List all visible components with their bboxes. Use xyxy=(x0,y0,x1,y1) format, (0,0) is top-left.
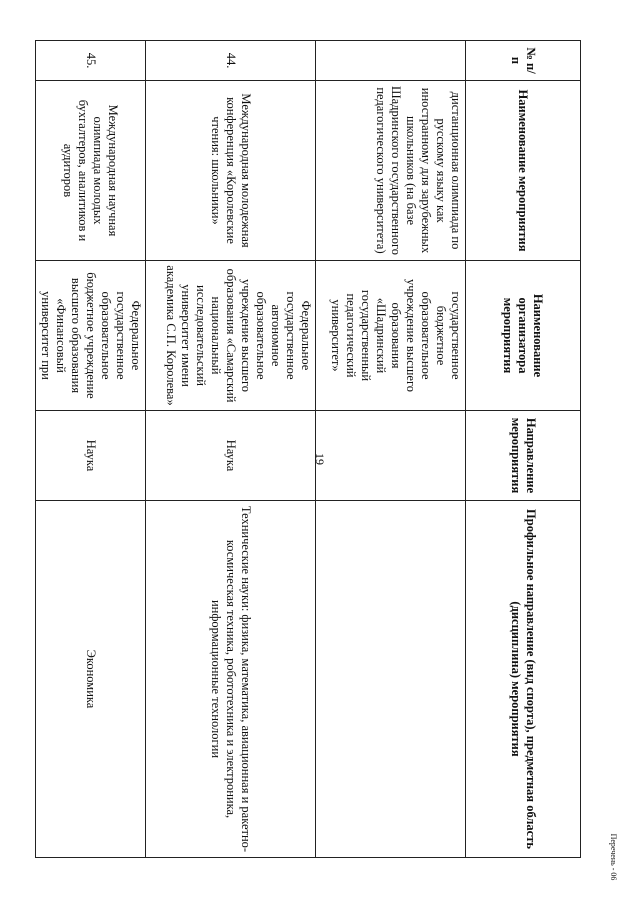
row-organizer: Федеральное государственное образовательное бюджетное учреждение высшего образования «Финансовый университет при xyxy=(36,261,146,411)
row-name: дистанционная олимпиада по русскому языку как иностранному для зарубежных школьников (на базе Шадринского государственного педагогического университета) xyxy=(316,81,466,261)
table-row xyxy=(146,41,316,858)
row-name: Международная молодежная конференция «Королевские чтения: школьники» xyxy=(146,81,316,261)
header-profile: Профильное направление (вид спорта), предметная область (дисциплина) мероприятия xyxy=(466,501,581,858)
row-direction: Наука xyxy=(146,411,316,501)
row-profile xyxy=(316,501,466,858)
page-number: 19 xyxy=(313,453,327,465)
header-num: № п/п xyxy=(466,41,581,81)
row-profile: Экономика xyxy=(36,501,146,858)
row-num: 45. xyxy=(36,41,146,81)
table-header-row xyxy=(466,41,581,858)
row-name: Международная научная олимпиада молодых бухгалтеров, аналитиков и аудиторов xyxy=(36,81,146,261)
table-row xyxy=(316,41,466,858)
footer-note: Перечень - 06 xyxy=(609,833,618,881)
row-direction: Наука xyxy=(36,411,146,501)
row-profile: Технические науки: физика, математика, авиационная и ракетно-космическая техника, робототехника и электроника, информационные технологии xyxy=(146,501,316,858)
row-direction xyxy=(316,411,466,501)
row-num: 44. xyxy=(146,41,316,81)
header-organizer: Наименование организатора мероприятия xyxy=(466,261,581,411)
table-row xyxy=(36,41,146,858)
header-direction: Направление мероприятия xyxy=(466,411,581,501)
row-organizer: Федеральное государственное автономное образовательное учреждение высшего образования «Самарский национальный исследовательский университет имени академика С.П. Королева» xyxy=(146,261,316,411)
events-table xyxy=(35,40,581,858)
events-table-wrapper xyxy=(39,40,581,857)
row-num xyxy=(316,41,466,81)
header-name: Наименование мероприятия xyxy=(466,81,581,261)
row-organizer: государственное бюджетное образовательное учреждение высшего образования «Шадринский государственный педагогический университет» xyxy=(316,261,466,411)
